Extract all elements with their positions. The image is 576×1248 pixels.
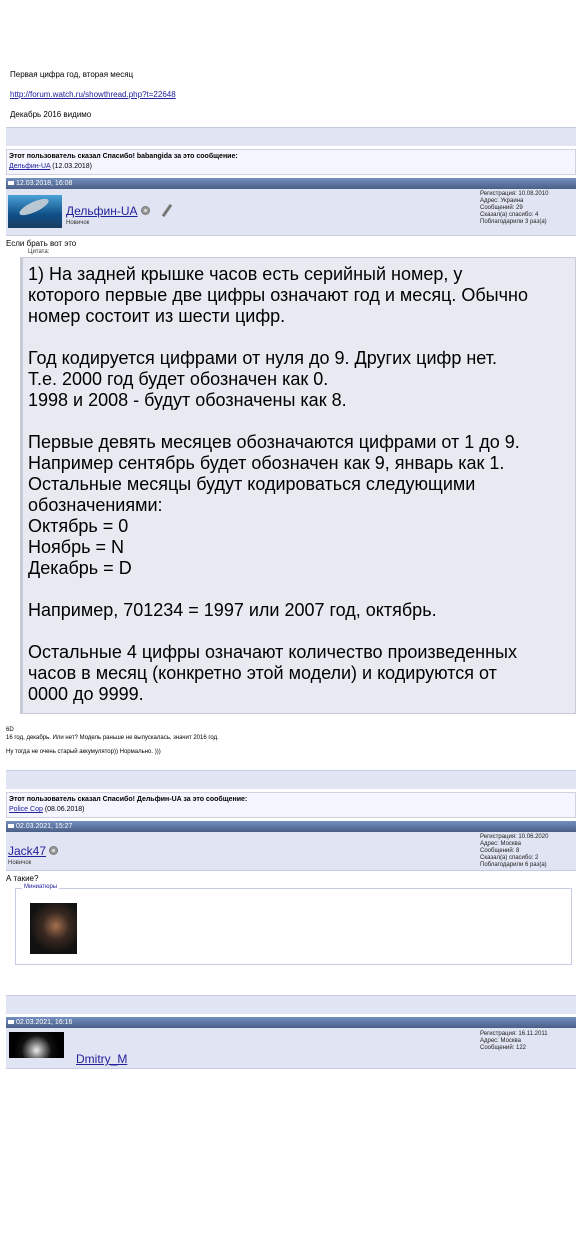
thanks-box-1 <box>6 149 576 175</box>
user-stats <box>480 1031 576 1052</box>
quote-line: обозначениями: <box>28 495 163 515</box>
quote-line: Первые девять месяцев обозначаются цифрами от 1 до 9. <box>28 432 520 452</box>
stat-thanks-received: Поблагодарили 6 раз(а) <box>480 862 547 868</box>
post-3-body <box>6 871 576 983</box>
quote-line: Например сентябрь будет обозначен как 9, январь как 1. <box>28 453 505 473</box>
post-3-header <box>6 821 576 832</box>
stat-registered: Регистрация: 10.08.2010 <box>480 191 549 197</box>
post-1-line-3: Декабрь 2016 видимо <box>10 110 92 119</box>
quote-line: Декабрь = D <box>28 558 132 578</box>
stat-address: Адрес: Москва <box>480 1038 521 1044</box>
user-title: Новичок <box>8 860 32 866</box>
avatar <box>9 1032 64 1058</box>
stat-posts: Сообщений: 122 <box>480 1045 527 1051</box>
quote-line: 0000 до 9999. <box>28 684 144 704</box>
post-2-header <box>6 178 576 189</box>
thanks-label: Этот пользователь сказал Спасибо! babangida за это сообщение: <box>9 153 238 160</box>
stat-thanks-received: Поблагодарили 3 раз(а) <box>480 219 547 225</box>
post-date: 12.03.2018, 16:08 <box>16 180 73 187</box>
stat-thanked: Сказал(а) спасибо: 2 <box>480 855 539 861</box>
user-stats <box>480 191 576 226</box>
after-line: 6D <box>6 727 14 733</box>
post-2-footer <box>6 770 576 789</box>
thanks-date: (08.06.2018) <box>44 806 85 813</box>
stat-address: Адрес: Украина <box>480 198 524 204</box>
quote-line: которого первые две цифры означают год и месяц. Обычно <box>28 285 528 305</box>
post-icon <box>8 824 14 828</box>
username-link[interactable]: Jack47 <box>8 844 47 858</box>
post-4-userbar <box>6 1028 576 1069</box>
quote-line: Остальные месяцы будут кодироваться следующими <box>28 474 476 494</box>
forum-thread <box>6 57 576 1183</box>
user-stats <box>480 834 576 869</box>
stat-registered: Регистрация: 16.11.2011 <box>480 1031 548 1037</box>
post-2-after <box>6 726 576 756</box>
post-3-footer <box>6 995 576 1014</box>
quote-line: Год кодируется цифрами от нуля до 9. Других цифр нет. <box>28 348 497 368</box>
username-link[interactable]: Dmitry_M <box>76 1052 128 1066</box>
post-icon <box>8 181 14 185</box>
quote-line <box>28 579 575 600</box>
attachments-box <box>15 884 572 965</box>
quote-line: 1998 и 2008 - будут обозначены как 8. <box>28 390 347 410</box>
quote-line <box>28 327 575 348</box>
quote-line: Например, 701234 = 1997 или 2007 год, октябрь. <box>28 600 437 620</box>
username-link[interactable]: Дельфин-UA <box>66 204 138 218</box>
quote-line <box>28 411 575 432</box>
stat-address: Адрес: Москва <box>480 841 521 847</box>
post-1-link[interactable]: http://forum.watch.ru/showthread.php?t=22648 <box>10 90 176 99</box>
post-2-body <box>6 236 576 756</box>
pencil-icon <box>161 204 171 217</box>
quote-line: 1) На задней крышке часов есть серийный номер, у <box>28 264 463 284</box>
thanks-user-link[interactable]: Police Cop <box>9 806 43 813</box>
thanks-user-link[interactable]: Дельфин-UA <box>9 163 51 170</box>
thanks-box-2 <box>6 792 576 818</box>
quote-line: часов в месяц (конкретно этой модели) и кодируются от <box>28 663 497 683</box>
quote-line: Остальные 4 цифры означают количество произведенных <box>28 642 517 662</box>
post-3-userbar <box>6 832 576 871</box>
user-title: Новичок <box>66 220 90 226</box>
quote-line: Т.е. 2000 год будет обозначен как 0. <box>28 369 329 389</box>
quote-line: Октябрь = 0 <box>28 516 129 536</box>
post-2-intro: Если брать вот это <box>6 239 77 248</box>
after-line: Ну тогда не очень старый аккумулятор)) Нормально. ))) <box>6 749 161 755</box>
online-status-icon <box>49 846 58 855</box>
post-icon <box>8 1020 14 1024</box>
post-3-text: А такие? <box>6 874 39 883</box>
quote-label: Цитата: <box>28 249 50 255</box>
thanks-date: (12.03.2018) <box>52 163 92 170</box>
quote-block <box>20 257 576 714</box>
post-1-footer <box>6 127 576 146</box>
post-1-line-1: Первая цифра год, вторая месяц <box>10 70 134 79</box>
post-2-userbar <box>6 189 576 236</box>
stat-registered: Регистрация: 10.06.2020 <box>480 834 549 840</box>
attachments-legend: Миниатюры <box>24 884 58 890</box>
quote-line: Ноябрь = N <box>28 537 124 557</box>
post-date: 02.03.2021, 15:27 <box>16 823 73 830</box>
after-line: 16 год, декабрь. Или нет? Модель раньше не выпускалась, значит 2016 год. <box>6 735 219 741</box>
attachment-thumbnail[interactable] <box>30 903 77 954</box>
stat-posts: Сообщений: 29 <box>480 205 523 211</box>
stat-thanked: Сказал(а) спасибо: 4 <box>480 212 539 218</box>
stat-posts: Сообщений: 8 <box>480 848 520 854</box>
thanks-label: Этот пользователь сказал Спасибо! Дельфин-UA за это сообщение: <box>9 796 248 803</box>
avatar <box>8 195 62 228</box>
online-status-icon <box>141 206 150 215</box>
post-date: 02.03.2021, 16:16 <box>16 1019 73 1026</box>
quote-line <box>28 621 575 642</box>
post-1-body <box>6 57 576 127</box>
quote-line: номер состоит из шести цифр. <box>28 306 286 326</box>
post-4-header <box>6 1017 576 1028</box>
